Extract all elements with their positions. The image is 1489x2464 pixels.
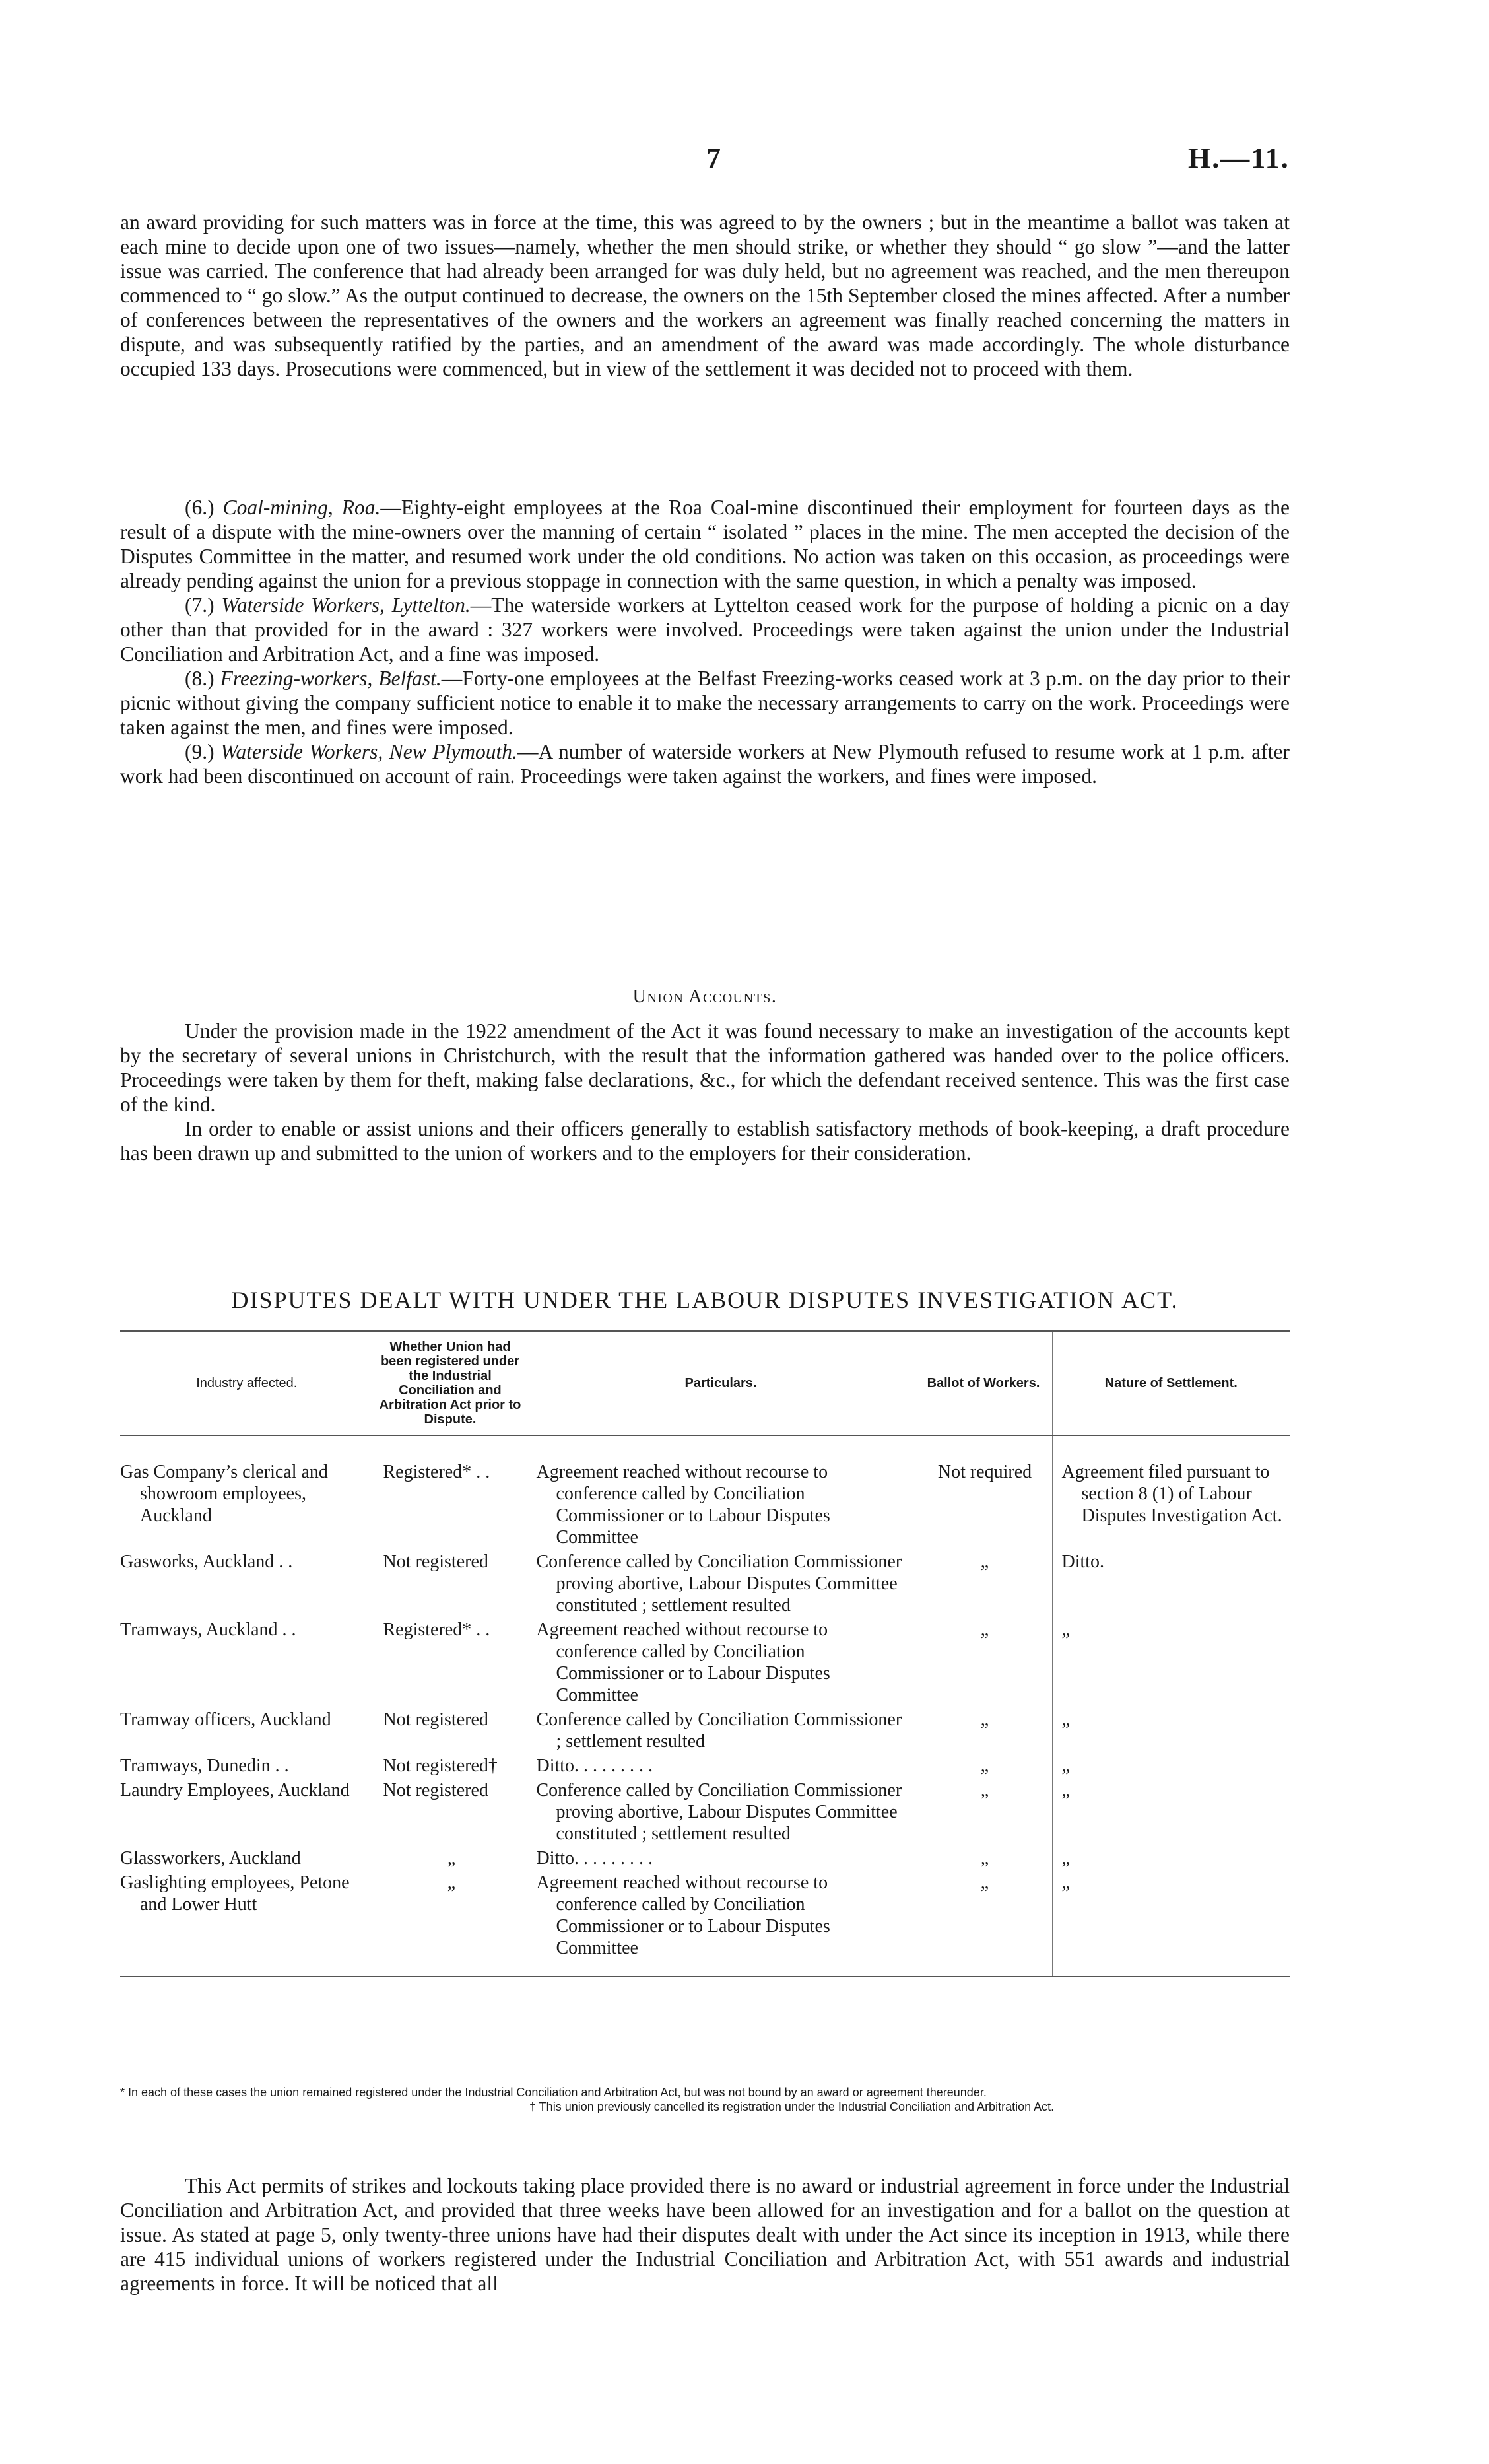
case-title: Waterside Workers, Lyttelton.: [221, 594, 471, 617]
table-row: [120, 1707, 1290, 1754]
ballot-cell: „: [915, 1778, 1052, 1846]
ballot-cell: Not required: [915, 1435, 1052, 1550]
ballot-cell: „: [915, 1550, 1052, 1618]
ballot-cell: „: [915, 1618, 1052, 1707]
case-paragraph: [120, 666, 1290, 739]
case-text: —Eighty-eight employees at the Roa Coal-mine discontinued their employment for fourteen days as the result of a dispute with the mine-owners over the manning of certain “ isolated ” places in the mine. The men accepted the decision of the Disputes Committee in the matter, and resumed work under the old conditions. No action was taken on this occasion, as proceedings were already pending against the union for a previous stoppage in connection with the same question, in which a penalty was imposed.: [120, 496, 1290, 592]
case-paragraph: [120, 593, 1290, 666]
table-header-row: [120, 1331, 1290, 1435]
disputes-table-title: DISPUTES DEALT WITH UNDER THE LABOUR DISPUTES INVESTIGATION ACT.: [231, 1287, 1179, 1313]
registered-cell: „: [374, 1870, 527, 1977]
industry-cell: Glassworkers, Auckland: [120, 1848, 301, 1868]
industry-cell: Tramways, Dunedin . .: [120, 1756, 289, 1776]
case-number: (9.): [185, 740, 215, 763]
industry-cell: Gas Company’s clerical and showroom employees, Auckland: [120, 1462, 328, 1526]
case-title: Freezing-workers, Belfast.: [220, 667, 442, 690]
settlement-cell: „: [1052, 1754, 1290, 1778]
ballot-cell: „: [915, 1707, 1052, 1754]
settlement-cell: Ditto.: [1052, 1550, 1290, 1618]
table-row: [120, 1618, 1290, 1707]
particulars-cell: Conference called by Conciliation Commissioner ; settlement resulted: [527, 1707, 915, 1754]
particulars-cell: Conference called by Conciliation Commissioner proving abortive, Labour Disputes Committee constituted ; settlement resulted: [527, 1778, 915, 1846]
cases-section: [120, 495, 1290, 788]
case-number: (7.): [185, 594, 215, 617]
closing-paragraph: This Act permits of strikes and lockouts taking place provided there is no award or industrial agreement in force under the Industrial Conciliation and Arbitration Act, and provided that three weeks have been allowed for an investigation and for a ballot on the question at issue. As stated at page 5, only twenty-three unions have had their disputes dealt with under the Act since its inception in 1913, while there are 415 individual unions of workers registered under the Industrial Conciliation and Arbitration Act, with 551 awards and industrial agreements in force. It will be noticed that all: [120, 2174, 1290, 2295]
page-number: 7: [706, 142, 721, 174]
footnote-dagger: † This union previously cancelled its registration under the Industrial Conciliation and Arbitration Act.: [529, 2100, 1055, 2113]
column-header-particulars: Particulars.: [527, 1331, 915, 1435]
document-reference: H.—11.: [1188, 142, 1290, 174]
disputes-table: [120, 1330, 1290, 1977]
union-accounts-paragraph: In order to enable or assist unions and their officers generally to establish satisfactory methods of book-keeping, a draft procedure has been drawn up and submitted to the union of workers and to the employers for their consideration.: [120, 1117, 1290, 1165]
table-row: [120, 1778, 1290, 1846]
registered-cell: Not registered: [374, 1707, 527, 1754]
registered-cell: „: [374, 1846, 527, 1870]
registered-cell: Registered* . .: [374, 1618, 527, 1707]
intro-section: [120, 210, 1290, 381]
industry-cell: Tramway officers, Auckland: [120, 1709, 331, 1730]
particulars-cell: Conference called by Conciliation Commissioner proving abortive, Labour Disputes Committee constituted ; settlement resulted: [527, 1550, 915, 1618]
table-row: [120, 1870, 1290, 1977]
particulars-cell: Ditto. . . . . . . . .: [527, 1846, 915, 1870]
registered-cell: Registered* . .: [374, 1435, 527, 1550]
settlement-cell: „: [1052, 1846, 1290, 1870]
registered-cell: Not registered: [374, 1550, 527, 1618]
intro-paragraph: an award providing for such matters was in force at the time, this was agreed to by the owners ; but in the meantime a ballot was taken at each mine to decide upon one of two issues—namely, whether the men should strike, or whether they should “ go slow ”—and the latter issue was carried. The conference that had already been arranged for was duly held, but no agreement was reached, and the men thereupon commenced to “ go slow.” As the output continued to decrease, the owners on the 15th September closed the mines affected. After a number of conferences between the representatives of the owners and the workers an agreement was finally reached concerning the matters in dispute, and was subsequently ratified by the parties, and an amendment of the award was made accordingly. The whole disturbance occupied 133 days. Prosecutions were commenced, but in view of the settlement it was decided not to proceed with them.: [120, 211, 1290, 380]
particulars-cell: Agreement reached without recourse to conference called by Conciliation Commissioner or to Labour Disputes Committee: [527, 1870, 915, 1977]
ballot-cell: „: [915, 1754, 1052, 1778]
case-paragraph: [120, 739, 1290, 788]
case-number: (8.): [185, 667, 215, 690]
particulars-cell: Ditto. . . . . . . . .: [527, 1754, 915, 1778]
column-header-registered: Whether Union had been registered under the Industrial Conciliation and Arbitration Act prior to Dispute.: [374, 1331, 527, 1435]
union-accounts-section: [120, 1019, 1290, 1165]
case-text: —Forty-one employees at the Belfast Freezing-works ceased work at 3 p.m. on the day prior to their picnic without giving the company sufficient notice to enable it to make the necessary arrangements to carry on the work. Proceedings were taken against the men, and fines were imposed.: [120, 667, 1290, 739]
closing-section: [120, 2173, 1290, 2296]
ballot-cell: „: [915, 1870, 1052, 1977]
case-text: —A number of waterside workers at New Plymouth refused to resume work at 1 p.m. after work had been discontinued on account of rain. Proceedings were taken against the workers, and fines were imposed.: [120, 740, 1290, 788]
industry-cell: Gaslighting employees, Petone and Lower Hutt: [120, 1870, 374, 1977]
case-number: (6.): [185, 496, 215, 519]
ballot-cell: „: [915, 1846, 1052, 1870]
registered-cell: Not registered: [374, 1778, 527, 1846]
settlement-cell: Agreement filed pursuant to section 8 (1) of Labour Disputes Investigation Act.: [1052, 1435, 1290, 1550]
particulars-cell: Agreement reached without recourse to conference called by Conciliation Commissioner or to Labour Disputes Committee: [527, 1435, 915, 1550]
settlement-cell: „: [1052, 1707, 1290, 1754]
settlement-cell: „: [1052, 1618, 1290, 1707]
particulars-cell: Agreement reached without recourse to conference called by Conciliation Commissioner or to Labour Disputes Committee: [527, 1618, 915, 1707]
settlement-cell: „: [1052, 1778, 1290, 1846]
industry-cell: Tramways, Auckland . .: [120, 1620, 296, 1640]
registered-cell: Not registered†: [374, 1754, 527, 1778]
case-paragraph: [120, 495, 1290, 593]
table-row: [120, 1754, 1290, 1778]
table-row: [120, 1846, 1290, 1870]
column-header-industry: Industry affected.: [120, 1331, 374, 1435]
table-row: [120, 1435, 1290, 1550]
settlement-cell: „: [1052, 1870, 1290, 1977]
case-text: —The waterside workers at Lyttelton ceased work for the purpose of holding a picnic on a day other than that provided for in the award : 327 workers were involved. Proceedings were taken against the union under the Industrial Conciliation and Arbitration Act, and a fine was imposed.: [120, 594, 1290, 666]
union-accounts-paragraph: Under the provision made in the 1922 amendment of the Act it was found necessary to make an investigation of the accounts kept by the secretary of several unions in Christchurch, with the result that the information gathered was handed over to the police officers. Proceedings were taken by them for theft, making false declarations, &c., for which the defendant received sentence. This was the first case of the kind.: [120, 1019, 1290, 1116]
case-title: Waterside Workers, New Plymouth.: [220, 740, 517, 763]
industry-cell: Gasworks, Auckland . .: [120, 1552, 293, 1572]
table-footnotes: [120, 2085, 1290, 2114]
industry-cell: Laundry Employees, Auckland: [120, 1780, 350, 1800]
column-header-ballot: Ballot of Workers.: [915, 1331, 1052, 1435]
column-header-settlement: Nature of Settlement.: [1052, 1331, 1290, 1435]
case-title: Coal-mining, Roa.: [222, 496, 381, 519]
union-accounts-heading: Union Accounts.: [632, 986, 778, 1007]
table-row: [120, 1550, 1290, 1618]
footnote-star: * In each of these cases the union remained registered under the Industrial Conciliation and Arbitration Act, but was not bound by an award or agreement thereunder.: [120, 2086, 987, 2099]
